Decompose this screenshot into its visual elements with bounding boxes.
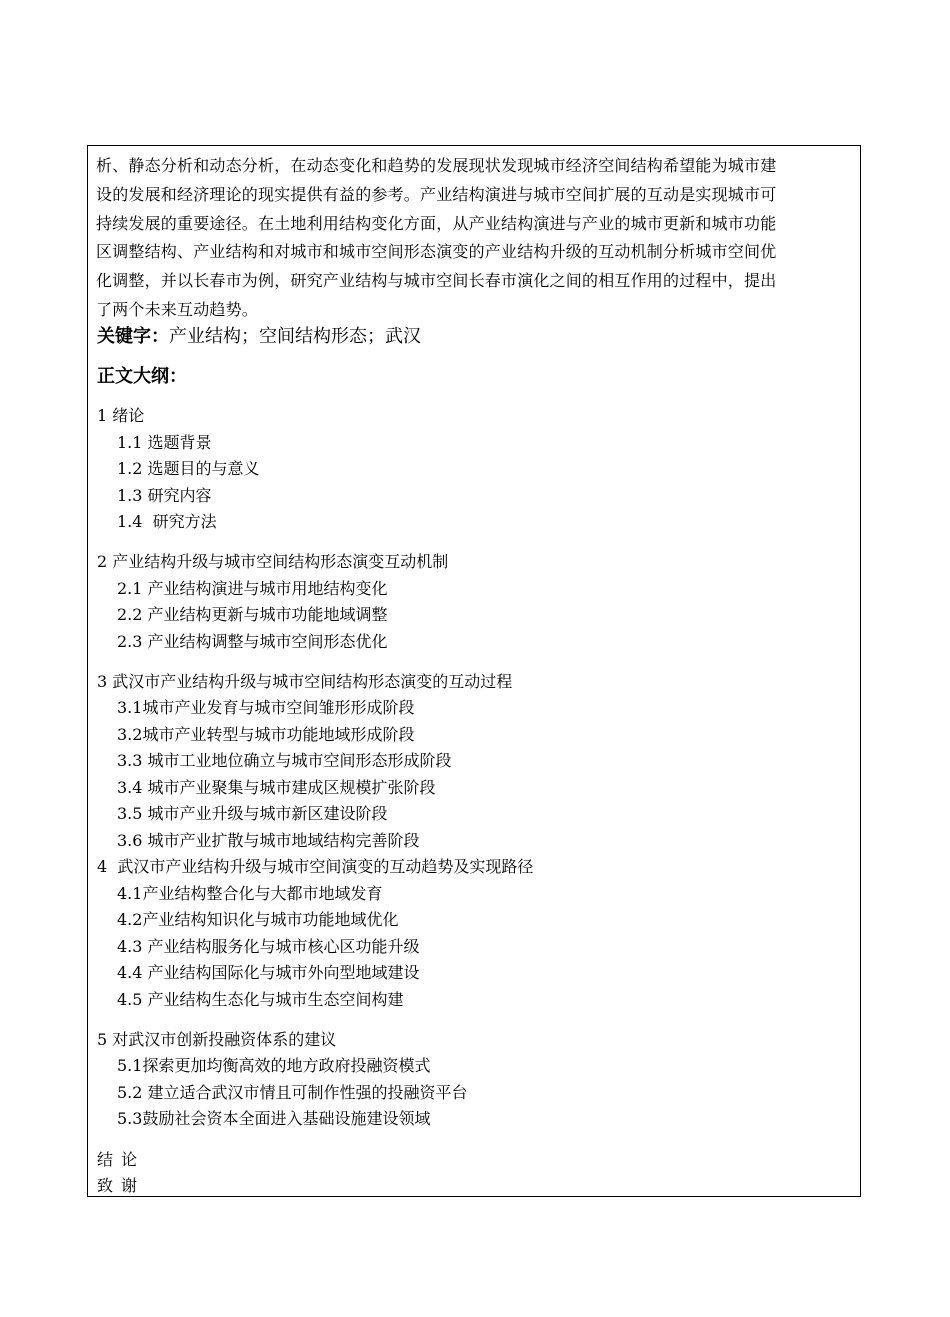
keywords-value: 产业结构；空间结构形态；武汉 (169, 326, 421, 347)
abstract-line: 持续发展的重要途径。在土地利用结构变化方面，从产业结构演进与产业的城市更新和城市功能 (96, 213, 777, 233)
outline-section: 3.4 城市产业聚集与城市建成区规模扩张阶段 (117, 778, 436, 797)
outline-section: 4.2产业结构知识化与城市功能地域优化 (117, 910, 399, 929)
outline-section: 2.3 产业结构调整与城市空间形态优化 (117, 632, 388, 651)
abstract-line: 区调整结构、产业结构和对城市和城市空间形态演变的产业结构升级的互动机制分析城市空间优 (96, 242, 777, 262)
outline-chapter: 1 绪论 (97, 406, 145, 425)
outline-section: 1.4 研究方法 (117, 512, 217, 531)
outline-section: 1.3 研究内容 (117, 486, 212, 505)
outline-section: 4.5 产业结构生态化与城市生态空间构建 (117, 990, 404, 1009)
abstract-paragraph (96, 152, 852, 325)
outline-section: 1.2 选题目的与意义 (117, 459, 260, 478)
keywords-label: 关键字： (97, 326, 169, 347)
outline-section: 4.1产业结构整合化与大都市地域发育 (117, 884, 383, 903)
outline-section: 4.3 产业结构服务化与城市核心区功能升级 (117, 937, 420, 956)
abstract-line: 了两个未来互动趋势。 (96, 299, 259, 319)
outline-section: 2.2 产业结构更新与城市功能地域调整 (117, 605, 388, 624)
outline-section: 3.5 城市产业升级与城市新区建设阶段 (117, 804, 388, 823)
outline-section: 3.2城市产业转型与城市功能地域形成阶段 (117, 725, 415, 744)
outline-conclusion: 结论 (97, 1150, 146, 1169)
outline-section: 5.1探索更加均衡高效的地方政府投融资模式 (117, 1056, 431, 1075)
outline-section: 5.2 建立适合武汉市情且可制作性强的投融资平台 (117, 1083, 468, 1102)
outline-chapter: 4 武汉市产业结构升级与城市空间演变的互动趋势及实现路径 (97, 857, 534, 876)
abstract-line: 析、静态分析和动态分析，在动态变化和趋势的发展现状发现城市经济空间结构希望能为城市建 (96, 156, 777, 175)
outline-section: 5.3鼓励社会资本全面进入基础设施建设领域 (117, 1109, 431, 1128)
outline-chapter: 2 产业结构升级与城市空间结构形态演变互动机制 (97, 552, 449, 571)
outline-section: 4.4 产业结构国际化与城市外向型地域建设 (117, 963, 420, 982)
abstract-line: 化调整，并以长春市为例，研究产业结构与城市空间长春市演化之间的相互作用的过程中，提出 (96, 271, 777, 291)
outline-heading: 正文大纲： (97, 366, 187, 387)
outline-section: 3.3 城市工业地位确立与城市空间形态形成阶段 (117, 751, 452, 770)
outline-acknowledgements: 致谢 (97, 1176, 146, 1195)
outline-chapter: 5 对武汉市创新投融资体系的建议 (97, 1030, 337, 1049)
outline-chapter: 3 武汉市产业结构升级与城市空间结构形态演变的互动过程 (97, 672, 513, 691)
outline-section: 1.1 选题背景 (117, 433, 212, 452)
keywords-line (97, 324, 421, 350)
outline-section: 3.6 城市产业扩散与城市地域结构完善阶段 (117, 831, 420, 850)
outline-section: 3.1城市产业发育与城市空间雏形形成阶段 (117, 698, 415, 717)
abstract-line: 设的发展和经济理论的现实提供有益的参考。产业结构演进与城市空间扩展的互动是实现城市可 (96, 184, 777, 204)
outline-section: 2.1 产业结构演进与城市用地结构变化 (117, 579, 388, 598)
